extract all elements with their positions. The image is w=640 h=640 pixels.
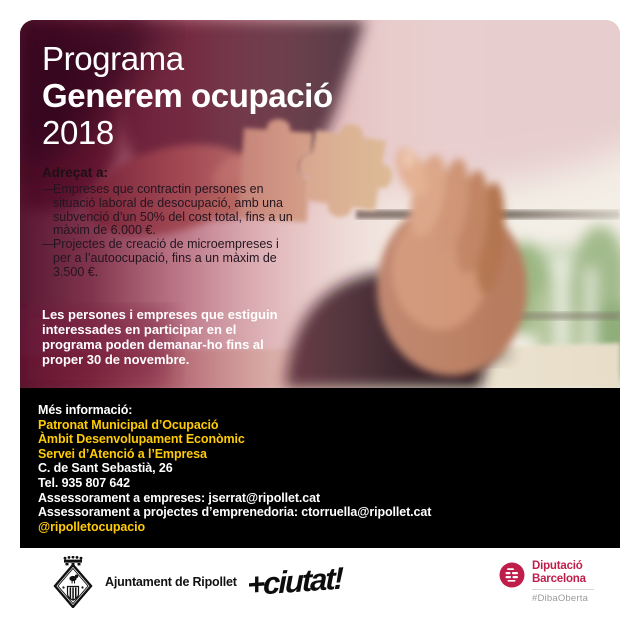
info-social-handle: @ripolletocupacio (38, 519, 146, 534)
audience-item (42, 183, 294, 238)
footer-right (499, 560, 594, 604)
bullet-dash: — (42, 182, 55, 196)
audience-item (42, 238, 294, 279)
title-line-year: 2018 (42, 114, 114, 151)
hero-text (20, 20, 620, 388)
diputacio-name-line2: Barcelona (532, 572, 586, 585)
info-heading: Més informació: (38, 403, 133, 417)
audience-list (42, 183, 294, 280)
poster-title (42, 40, 620, 151)
info-panel (20, 388, 620, 548)
diputacio-roundel-icon (499, 562, 525, 588)
hero-section (20, 20, 620, 388)
audience-item-text: Projectes de creació de microempreses i per a l’autoocupació, fins a un màxim de 3.500 €. (53, 237, 279, 279)
info-advice-entrepreneurship: Assessorament a projectes d’emprenedoria: ctorruella@ripollet.cat (38, 505, 432, 520)
audience-heading: Adreçat a: (42, 165, 109, 180)
diputacio-divider (532, 589, 594, 590)
diba-oberta-hashtag: #DibaOberta (532, 593, 589, 604)
info-advice-companies: Assessorament a empreses: jserrat@ripollet.cat (38, 490, 321, 505)
footer-left (50, 556, 342, 608)
info-address: C. de Sant Sebastià, 26 (38, 461, 173, 476)
title-line-generem: Generem ocupació (42, 77, 333, 114)
info-org-servei: Servei d’Atenció a l’Empresa (38, 446, 207, 461)
title-line-programa: Programa (42, 40, 184, 77)
diputacio-name-line1: Diputació (532, 560, 583, 572)
info-org-patronat: Patronat Municipal d’Ocupació (38, 417, 219, 432)
poster-card (20, 20, 620, 620)
info-phone: Tel. 935 807 642 (38, 475, 130, 490)
info-org-ambit: Àmbit Desenvolupament Econòmic (38, 432, 245, 447)
audience-item-text: Empreses que contractin persones en situació laboral de desocupació, amb una subvenció d’un 50% del cost total, fins a un màxim de 6.000 €. (53, 182, 293, 238)
diputacio-text (532, 560, 594, 604)
deadline-note: Les persones i empreses que estiguin interessades en participar en el programa poden demanar-ho fins al proper 30 de novembre. (42, 306, 278, 367)
ajuntament-ripollet-label: Ajuntament de Ripollet (105, 575, 237, 589)
bullet-dash: — (42, 237, 55, 252)
footer (20, 548, 620, 620)
ciutat-logo: +ciutat! (246, 560, 342, 603)
ripollet-shield-icon (50, 556, 96, 608)
